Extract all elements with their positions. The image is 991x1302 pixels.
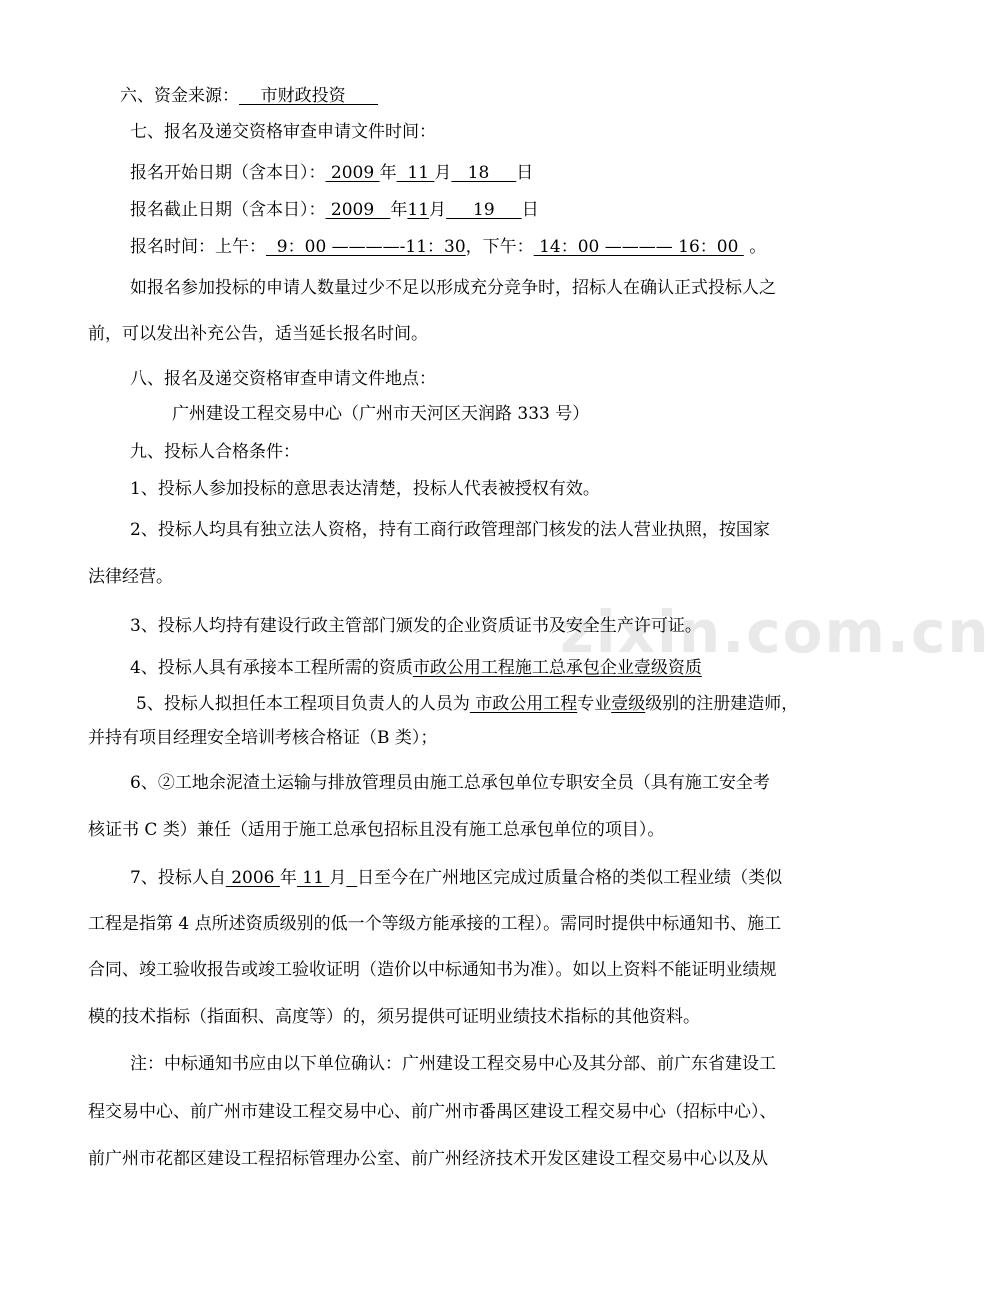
filled-value: 11 — [296, 868, 330, 888]
label: 日 — [516, 163, 534, 183]
paragraph-line: 程交易中心、前广州市建设工程交易中心、前广州市番禺区建设工程交易中心（招标中心）、 — [88, 1102, 777, 1122]
paragraph-line: 如报名参加投标的申请人数量过少不足以形成充分竞争时，招标人在确认正式投标人之 — [130, 278, 776, 298]
label: 报名时间：上午： — [130, 237, 266, 257]
list-item: 1、投标人参加投标的意思表达清楚，投标人代表被授权有效。 — [130, 479, 600, 499]
paragraph-line: 前，可以发出补充公告，适当延长报名时间。 — [88, 324, 428, 344]
label: 专业 — [577, 694, 612, 714]
filled-value: 11 — [396, 163, 435, 183]
label: 月 — [434, 163, 452, 183]
filled-value: 壹级 — [611, 694, 646, 714]
list-item — [130, 866, 782, 890]
section-heading: 八、报名及递交资格审查申请文件地点： — [130, 369, 436, 389]
list-item: 6、②工地余泥渣土运输与排放管理员由施工总承包单位专职安全员（具有施工安全考 — [130, 773, 770, 793]
registration-time-line — [130, 235, 766, 259]
filled-value: 9：00 ————-11：30 — [266, 237, 466, 257]
registration-start-line — [130, 161, 533, 185]
label: 年 — [279, 868, 297, 888]
paragraph-line: 合同、竣工验收报告或竣工验收证明（造价以中标通知书为准）。如以上资料不能证明业绩规 — [88, 960, 777, 980]
filled-value — [346, 868, 357, 888]
filled-value: 2009 — [325, 163, 380, 183]
label: 日至今在广州地区完成过质量合格的类似工程业绩（类似 — [357, 868, 783, 888]
label: 月 — [429, 200, 447, 220]
filled-value: 2006 — [225, 868, 280, 888]
label: 年 — [379, 163, 397, 183]
label: 报名截止日期（含本日）： — [130, 200, 326, 220]
label: 。 — [743, 237, 767, 257]
paragraph-line: 模的技术指标（指面积、高度等）的，须另提供可证明业绩技术指标的其他资料。 — [88, 1007, 700, 1027]
label: 日 — [521, 200, 539, 220]
filled-value: 2009 — [325, 200, 391, 220]
label: ，下午： — [465, 237, 534, 257]
filled-value: 市财政投资 — [239, 86, 379, 106]
paragraph-line: 核证书 C 类）兼任（适用于施工总承包招标且没有施工总承包单位的项目）。 — [88, 820, 665, 840]
registration-end-line — [130, 198, 539, 222]
list-item: 3、投标人均持有建设行政主管部门颁发的企业资质证书及安全生产许可证。 — [130, 616, 702, 636]
paragraph-line: 前广州市花都区建设工程招标管理办公室、前广州经济技术开发区建设工程交易中心以及从 — [88, 1149, 768, 1169]
label: 六、资金来源： — [120, 86, 239, 106]
funding-source-line — [120, 84, 378, 108]
note-line: 注：中标通知书应由以下单位确认：广州建设工程交易中心及其分部、前广东省建设工 — [130, 1054, 776, 1074]
label: 5、投标人拟担任本工程项目负责人的人员为 — [136, 694, 470, 714]
label: 年 — [390, 200, 408, 220]
label: 4、投标人具有承接本工程所需的资质 — [130, 658, 413, 678]
filled-value: 18 — [451, 163, 517, 183]
filled-value: 14：00 ———— 16：00 — [533, 237, 744, 257]
section-heading: 九、投标人合格条件： — [130, 442, 300, 462]
section-heading: 七、报名及递交资格审查申请文件时间： — [130, 122, 436, 142]
filled-value: 19 — [446, 200, 522, 220]
list-item — [130, 656, 702, 680]
label: 报名开始日期（含本日）： — [130, 163, 326, 183]
list-item: 2、投标人均具有独立法人资格，持有工商行政管理部门核发的法人营业执照，按国家 — [130, 520, 770, 540]
list-item — [136, 692, 798, 716]
filled-value: 市政公用工程 — [469, 694, 578, 714]
address-line: 广州建设工程交易中心（广州市天河区天润路 333 号） — [172, 404, 590, 424]
label: 级别的注册建造师， — [645, 694, 799, 714]
paragraph-line: 并持有项目经理安全培训考核合格证（B 类）； — [88, 728, 438, 748]
filled-value: 市政公用工程施工总承包企业壹级资质 — [412, 658, 702, 678]
paragraph-line: 工程是指第 4 点所述资质级别的低一个等级方能承接的工程）。需同时提供中标通知书、施工 — [88, 914, 782, 934]
watermark: zixin.com.cn — [560, 598, 991, 666]
label: 7、投标人自 — [130, 868, 226, 888]
label: 月 — [329, 868, 347, 888]
paragraph-line: 法律经营。 — [88, 567, 173, 587]
filled-value: 11 — [407, 200, 430, 220]
